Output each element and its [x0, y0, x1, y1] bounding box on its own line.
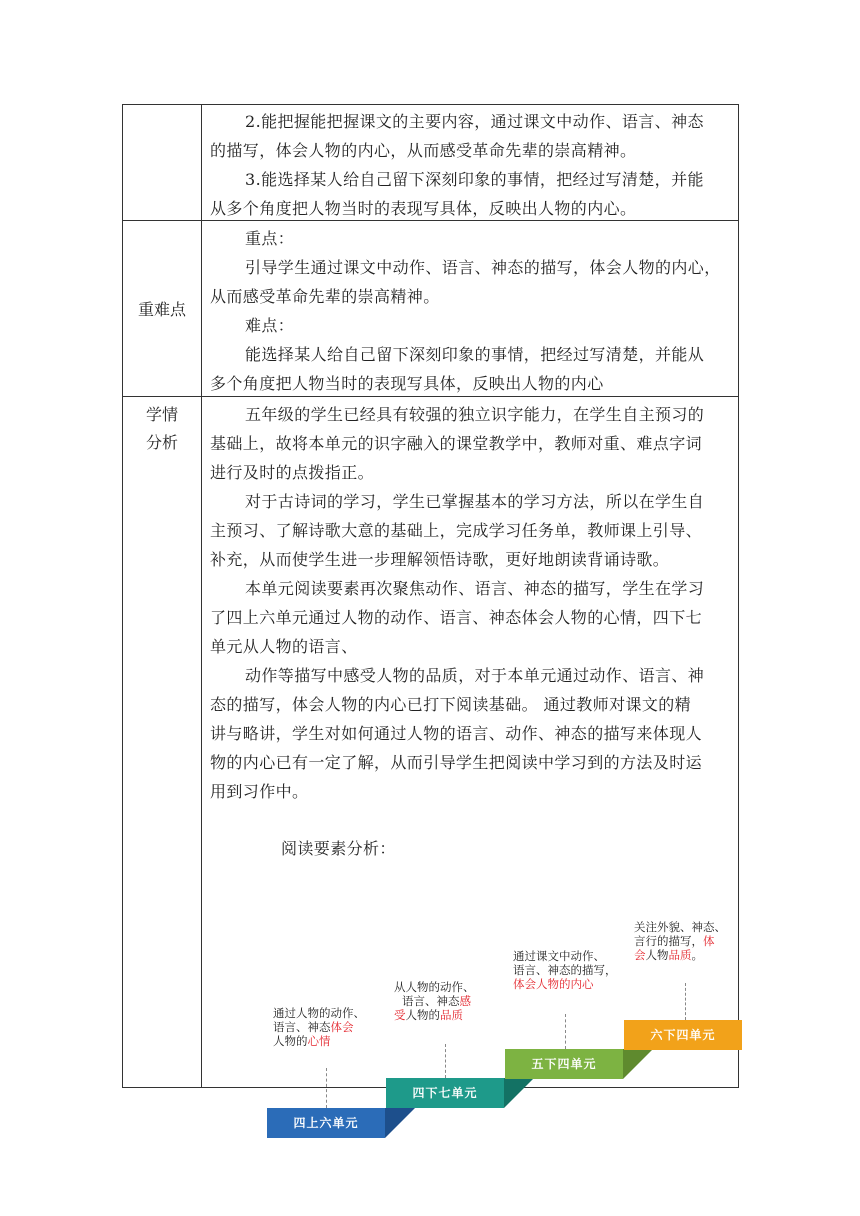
step-2-note-line-3a: 受 — [394, 1008, 406, 1022]
step-4-note-line-3a: 会 — [634, 948, 646, 962]
step-1-shade — [385, 1108, 415, 1138]
step-4-note-line-2b: 体 — [703, 934, 715, 948]
step-1-note-line-2a: 语言、神态 — [273, 1020, 331, 1034]
table-border-left — [122, 104, 123, 1088]
step-3-shade — [623, 1049, 653, 1079]
step-2-note-line-2b: 感 — [459, 994, 471, 1008]
step-4-note — [634, 920, 726, 962]
table-border-top — [122, 104, 739, 105]
step-4-note-line-1: 关注外貌、神态、 — [634, 920, 726, 934]
step-2-note-line-3c: 品质 — [440, 1008, 463, 1022]
analysis-paragraph-4-line-5: 用到习作中。 — [210, 782, 309, 801]
step-4-connector — [685, 983, 686, 1020]
step-4-note-line-3b: 人物 — [645, 948, 669, 962]
step-1-connector — [326, 1068, 327, 1108]
step-3-note-line-1: 通过课文中动作、 — [513, 949, 605, 963]
analysis-paragraph-4-line-4: 物的内心已有一定了解，从而引导学生把阅读中学习到的方法及时运 — [210, 753, 703, 772]
analysis-paragraph-2-line-2: 主预习、了解诗歌大意的基础上，完成学习任务单，教师课上引导、 — [210, 521, 703, 540]
key-points-label: 重难点 — [137, 300, 186, 319]
analysis-paragraph-3-line-1: 本单元阅读要素再次聚焦动作、语言、神态的描写，学生在学习 — [245, 579, 705, 598]
analysis-paragraph-2-line-3: 补充，从而使学生进一步理解领悟诗歌，更好地朗读背诵诗歌。 — [210, 550, 670, 569]
step-2: 四下七单元 — [386, 1078, 504, 1108]
step-4-note-line-3d: 。 — [691, 948, 703, 962]
analysis-paragraph-1-line-1: 五年级的学生已经具有较强的独立识字能力，在学生自主预习的 — [245, 405, 705, 424]
step-1: 四上六单元 — [267, 1108, 385, 1138]
key-point-line-2: 从而感受革命先辈的崇高精神。 — [210, 287, 440, 306]
difficulty-line-2: 多个角度把人物当时的表现写具体，反映出人物的内心 — [210, 374, 604, 393]
step-2-note-line-1: 从人物的动作、 — [394, 980, 475, 994]
step-2-connector — [445, 1044, 446, 1078]
step-2-note-line-2a: 语言、神态 — [402, 994, 460, 1008]
table-column-divider — [201, 104, 202, 1088]
step-4: 六下四单元 — [624, 1020, 742, 1050]
analysis-paragraph-4-line-1: 动作等描写中感受人物的品质，对于本单元通过动作、语言、神 — [245, 666, 705, 685]
difficulty-line-1: 能选择某人给自己留下深刻印象的事情，把经过写清楚，并能从 — [245, 345, 705, 364]
objective-2-line-2: 的描写，体会人物的内心，从而感受革命先辈的崇高精神。 — [210, 141, 637, 160]
key-point-line-1: 引导学生通过课文中动作、语言、神态的描写，体会人物的内心， — [245, 258, 721, 277]
analysis-paragraph-3-line-2: 了四上六单元通过人物的动作、语言、神态体会人物的心情，四下七 — [210, 608, 703, 627]
step-3-connector — [565, 1014, 566, 1049]
reading-elements-title: 阅读要素分析： — [281, 839, 396, 858]
objective-3-line-2: 从多个角度把人物当时的表现写具体，反映出人物的内心。 — [210, 199, 637, 218]
step-3-note-line-3a: 体会人物的 — [513, 977, 571, 991]
analysis-paragraph-1-line-2: 基础上，故将本单元的识字融入的课堂教学中，教师对重、难点字词 — [210, 434, 703, 453]
analysis-paragraph-4-line-2: 态的描写，体会人物的内心已打下阅读基础。 通过教师对课文的精 — [210, 695, 692, 714]
analysis-paragraph-3-line-3: 单元从人物的语言、 — [210, 637, 358, 656]
step-3-note-line-2: 语言、神态的描写， — [513, 963, 617, 977]
step-3-note-line-3b: 内心 — [570, 977, 594, 991]
analysis-label-line-1: 学情 — [145, 405, 178, 424]
key-point-title: 重点： — [245, 229, 295, 248]
step-1-note — [273, 1006, 365, 1048]
objective-2-line-1: 2.能把握能把握课文的主要内容，通过课文中动作、语言、神态 — [245, 112, 704, 131]
analysis-paragraph-2-line-1: 对于古诗词的学习，学生已掌握基本的学习方法，所以在学生自 — [245, 492, 705, 511]
objective-3-line-1: 3.能选择某人给自己留下深刻印象的事情，把经过写清楚，并能 — [245, 170, 704, 189]
step-4-note-line-3c: 品质 — [668, 948, 692, 962]
step-1-note-line-1: 通过人物的动作、 — [273, 1006, 365, 1020]
analysis-label-line-2: 分析 — [145, 433, 178, 452]
step-1-note-line-3b: 心情 — [307, 1034, 331, 1048]
difficulty-title: 难点： — [245, 316, 295, 335]
step-2-note — [394, 980, 475, 1022]
step-2-note-line-3b: 人物的 — [405, 1008, 440, 1022]
analysis-paragraph-1-line-3: 进行及时的点拨指正。 — [210, 463, 375, 482]
step-1-note-line-2b: 体会 — [330, 1020, 354, 1034]
analysis-paragraph-4-line-3: 讲与略讲，学生对如何通过人物的语言、动作、神态的描写来体现人 — [210, 724, 703, 743]
step-3-note — [513, 949, 617, 991]
step-1-note-line-3a: 人物的 — [273, 1034, 308, 1048]
step-3: 五下四单元 — [505, 1049, 623, 1079]
step-4-note-line-2a: 言行的描写， — [634, 934, 703, 948]
step-2-shade — [504, 1078, 534, 1108]
table-border-right — [738, 104, 739, 1088]
